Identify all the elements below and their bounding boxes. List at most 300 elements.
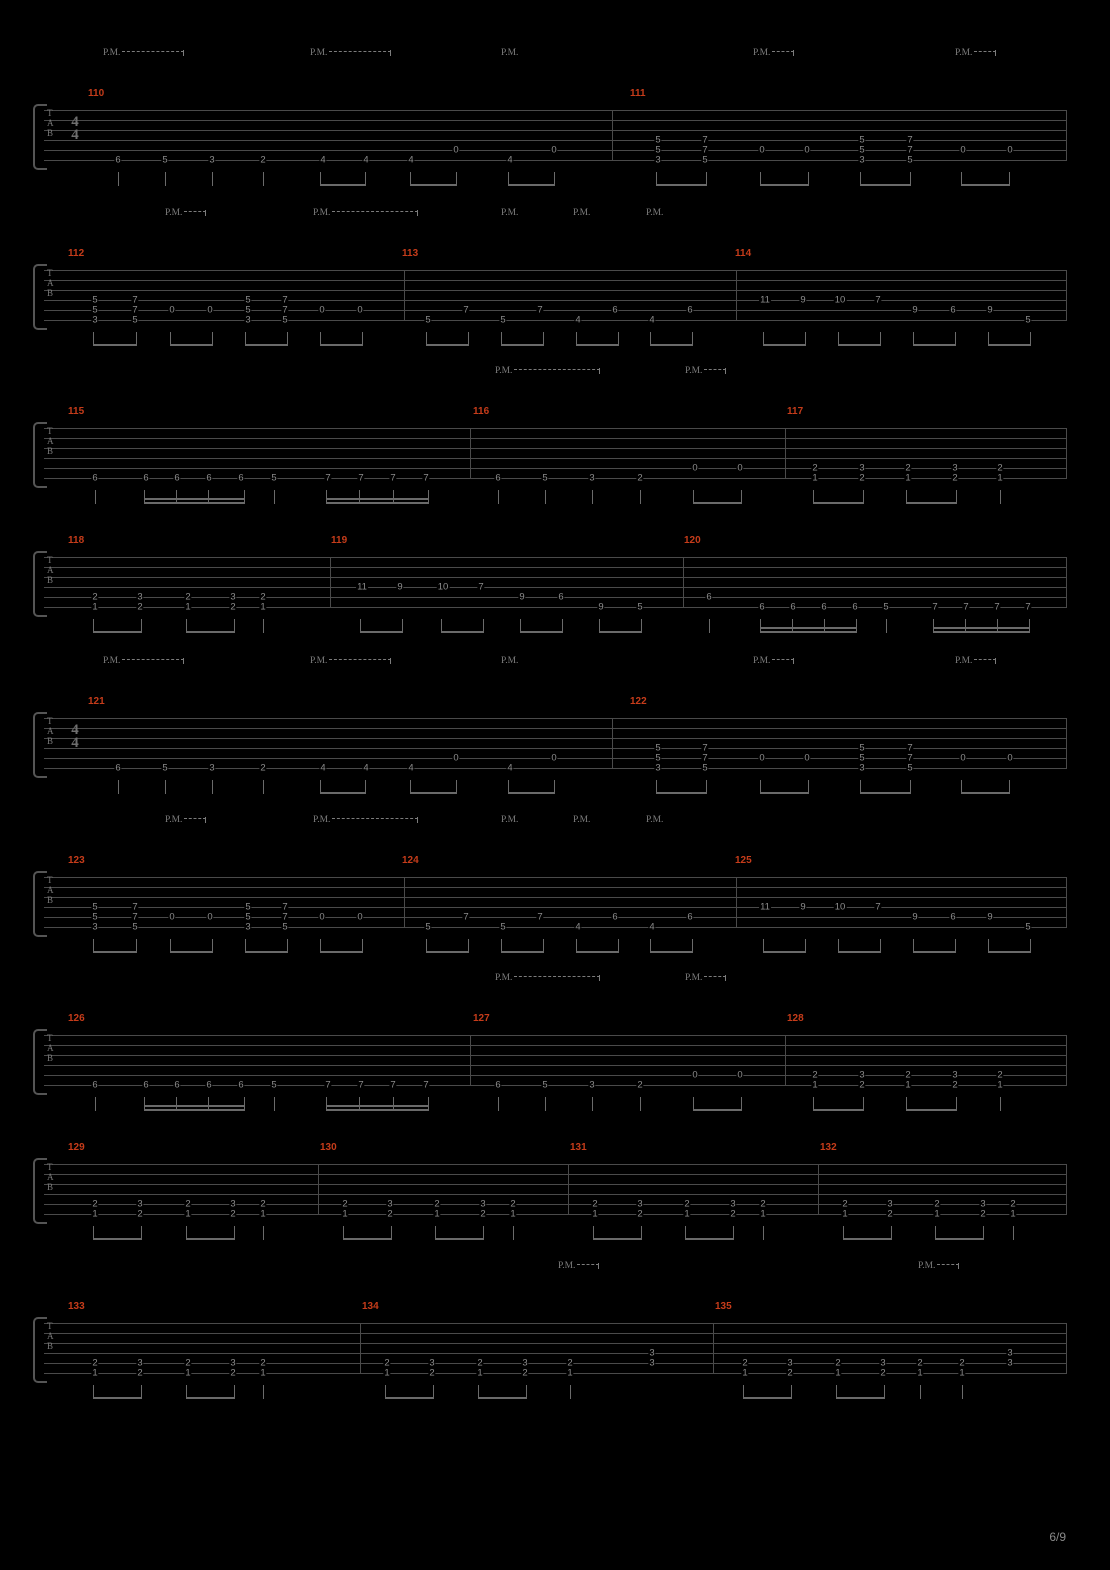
staff-line	[44, 1164, 1066, 1165]
tab-clef-letter: B	[47, 288, 54, 298]
palm-mute-label: P.M.	[495, 973, 513, 983]
system-brace	[33, 551, 47, 617]
palm-mute-label: P.M.	[313, 815, 331, 825]
beam-group	[343, 1226, 391, 1242]
beam-group	[988, 332, 1030, 348]
staff-line	[44, 130, 1066, 131]
tab-clef-letter: A	[47, 118, 54, 128]
measure-number: 116	[473, 406, 490, 417]
fret-number: 5	[425, 921, 431, 933]
tab-clef-letter: A	[47, 1172, 54, 1182]
fret-number: 7	[478, 581, 484, 593]
fret-number: 5	[92, 911, 98, 923]
note-stem	[234, 619, 235, 633]
tab-clef-letter: B	[47, 128, 54, 138]
note-stem	[545, 490, 546, 504]
beam-bar	[760, 792, 808, 794]
fret-number: 4	[408, 154, 414, 166]
note-stem	[856, 619, 857, 633]
fret-number: 6	[495, 1079, 501, 1091]
beam-group	[170, 939, 212, 955]
fret-number: 6	[92, 1079, 98, 1091]
note-stem	[483, 619, 484, 633]
tab-clef-letter: T	[47, 268, 53, 278]
fret-number: 0	[960, 144, 966, 156]
palm-mute-marking	[103, 656, 184, 666]
beam-bar	[93, 1238, 141, 1240]
fret-number: 5	[907, 762, 913, 774]
beam-bar	[170, 344, 212, 346]
fret-number: 1	[510, 1208, 516, 1220]
beam-group	[93, 332, 136, 348]
fret-number: 5	[92, 304, 98, 316]
note-stem	[692, 939, 693, 953]
beam-bar-secondary	[933, 627, 1029, 629]
fret-number: 3	[859, 762, 865, 774]
barline	[612, 718, 613, 769]
tab-clef	[47, 1033, 54, 1063]
palm-mute-label: P.M.	[501, 815, 519, 825]
fret-number: 2	[185, 1357, 191, 1369]
note-stem	[263, 172, 264, 186]
palm-mute-label: P.M.	[918, 1261, 936, 1271]
note-stem	[956, 1097, 957, 1111]
fret-number: 0	[759, 144, 765, 156]
fret-number: 1	[760, 1208, 766, 1220]
fret-number: 2	[230, 1367, 236, 1379]
fret-number: 2	[342, 1198, 348, 1210]
fret-number: 5	[162, 762, 168, 774]
fret-number: 2	[480, 1208, 486, 1220]
fret-number: 5	[702, 154, 708, 166]
note-stem	[884, 1385, 885, 1399]
fret-number: 6	[821, 601, 827, 613]
fret-number: 3	[887, 1198, 893, 1210]
beam-group	[693, 490, 741, 506]
fret-number: 7	[875, 294, 881, 306]
fret-number: 4	[507, 154, 513, 166]
fret-number: 7	[907, 752, 913, 764]
staff-line	[44, 1035, 1066, 1036]
fret-number: 4	[363, 762, 369, 774]
note-stem	[543, 332, 544, 346]
fret-number: 0	[759, 752, 765, 764]
beam-bar	[326, 1109, 428, 1111]
fret-number: 1	[917, 1367, 923, 1379]
staff-line	[44, 1323, 1066, 1324]
beam-bar-secondary	[326, 498, 428, 500]
staff-line	[44, 567, 1066, 568]
palm-mute-dash	[329, 659, 391, 661]
fret-number: 2	[959, 1357, 965, 1369]
note-stem	[212, 332, 213, 346]
tab-system	[0, 815, 1110, 1007]
beam-bar	[650, 344, 692, 346]
beam-group	[186, 1385, 234, 1401]
fret-number: 2	[92, 591, 98, 603]
beam-group	[93, 1226, 141, 1242]
fret-number: 1	[997, 1079, 1003, 1091]
note-stem	[244, 1097, 245, 1111]
fret-number: 3	[952, 1069, 958, 1081]
fret-number: 7	[282, 901, 288, 913]
beam-bar	[441, 631, 483, 633]
beam-group	[836, 1385, 884, 1401]
fret-number: 2	[260, 591, 266, 603]
palm-mute-label: P.M.	[103, 48, 121, 58]
beam-bar	[320, 951, 362, 953]
fret-number: 1	[92, 601, 98, 613]
beam-group	[426, 332, 468, 348]
palm-mute-end-tick	[599, 975, 600, 981]
fret-number: 9	[912, 911, 918, 923]
palm-mute-dash	[704, 976, 726, 978]
beam-group	[93, 939, 136, 955]
palm-mute-marking	[558, 1261, 599, 1271]
tab-clef-letter: A	[47, 565, 54, 575]
fret-number: 6	[790, 601, 796, 613]
tab-clef	[47, 716, 54, 746]
measure-number: 130	[320, 1142, 337, 1153]
fret-number: 10	[834, 901, 846, 913]
tab-clef	[47, 108, 54, 138]
note-stem	[456, 780, 457, 794]
beam-bar	[410, 184, 456, 186]
note-stem	[983, 1226, 984, 1240]
fret-number: 4	[408, 762, 414, 774]
fret-number: 3	[480, 1198, 486, 1210]
beam-bar	[813, 1109, 863, 1111]
tab-system	[0, 656, 1110, 848]
palm-mute-dash	[329, 51, 391, 53]
fret-number: 1	[260, 601, 266, 613]
tab-clef-letter: A	[47, 436, 54, 446]
staff-line	[44, 1214, 1066, 1215]
palm-mute-marking	[501, 815, 518, 825]
fret-number: 2	[905, 1069, 911, 1081]
fret-number: 5	[132, 921, 138, 933]
beam-group	[478, 1385, 526, 1401]
fret-number: 7	[994, 601, 1000, 613]
fret-number: 0	[737, 1069, 743, 1081]
barline	[360, 1323, 361, 1374]
note-stem	[234, 1385, 235, 1399]
fret-number: 6	[706, 591, 712, 603]
note-stem	[554, 780, 555, 794]
note-stem	[428, 490, 429, 504]
fret-number: 2	[185, 591, 191, 603]
barline	[736, 270, 737, 321]
fret-number: 2	[260, 1198, 266, 1210]
fret-number: 7	[702, 134, 708, 146]
beam-group	[508, 780, 554, 796]
beam-bar	[576, 951, 618, 953]
beam-bar	[656, 792, 706, 794]
beam-group	[813, 1097, 863, 1113]
fret-number: 2	[952, 1079, 958, 1091]
beam-group	[385, 1385, 433, 1401]
palm-mute-marking	[165, 815, 206, 825]
fret-number: 0	[737, 462, 743, 474]
note-stem	[483, 1226, 484, 1240]
tab-clef-letter: T	[47, 875, 53, 885]
fret-number: 0	[453, 752, 459, 764]
beam-group	[501, 332, 543, 348]
fret-number: 4	[575, 921, 581, 933]
note-stem	[706, 172, 707, 186]
beam-group	[760, 780, 808, 796]
fret-number: 4	[320, 762, 326, 774]
beam-bar	[760, 631, 856, 633]
palm-mute-end-tick	[183, 658, 184, 664]
beam-bar	[326, 502, 428, 504]
barline	[1066, 1035, 1067, 1086]
note-stem	[640, 1097, 641, 1111]
fret-number: 6	[143, 1079, 149, 1091]
staff-line	[44, 458, 1066, 459]
palm-mute-marking	[313, 815, 418, 825]
fret-number: 2	[260, 762, 266, 774]
fret-number: 5	[1025, 314, 1031, 326]
note-stem	[391, 1226, 392, 1240]
note-stem	[763, 1226, 764, 1240]
palm-mute-dash	[772, 659, 794, 661]
beam-group	[650, 332, 692, 348]
fret-number: 1	[342, 1208, 348, 1220]
note-stem	[402, 619, 403, 633]
tab-clef	[47, 1321, 54, 1351]
fret-number: 7	[932, 601, 938, 613]
fret-number: 0	[551, 752, 557, 764]
beam-group	[593, 1226, 641, 1242]
fret-number: 6	[612, 911, 618, 923]
staff-line	[44, 927, 1066, 928]
fret-number: 0	[551, 144, 557, 156]
palm-mute-end-tick	[793, 658, 794, 664]
palm-mute-marking	[495, 973, 600, 983]
palm-mute-dash	[974, 659, 996, 661]
beam-group	[326, 490, 428, 506]
fret-number: 5	[637, 601, 643, 613]
fret-number: 1	[905, 472, 911, 484]
staff-line	[44, 110, 1066, 111]
barline	[568, 1164, 569, 1215]
fret-number: 7	[875, 901, 881, 913]
staff-line	[44, 877, 1066, 878]
measure-number: 118	[68, 535, 85, 546]
fret-number: 10	[834, 294, 846, 306]
beam-bar	[93, 1397, 141, 1399]
fret-number: 5	[500, 921, 506, 933]
palm-mute-end-tick	[725, 368, 726, 374]
staff-line	[44, 280, 1066, 281]
note-stem	[618, 939, 619, 953]
measure-number: 126	[68, 1013, 85, 1024]
palm-mute-marking	[103, 48, 184, 58]
fret-number: 5	[1025, 921, 1031, 933]
staff-line	[44, 557, 1066, 558]
page-number: 6/9	[1049, 1530, 1066, 1544]
beam-bar	[360, 631, 402, 633]
beam-group	[576, 332, 618, 348]
beam-bar-secondary	[760, 627, 856, 629]
fret-number: 7	[390, 1079, 396, 1091]
note-stem	[733, 1226, 734, 1240]
measure-number: 112	[68, 248, 85, 259]
palm-mute-dash	[122, 51, 184, 53]
note-stem	[263, 1226, 264, 1240]
fret-number: 5	[245, 911, 251, 923]
fret-number: 5	[859, 742, 865, 754]
note-stem	[543, 939, 544, 953]
fret-number: 2	[880, 1367, 886, 1379]
fret-number: 2	[137, 1208, 143, 1220]
fret-number: 2	[434, 1198, 440, 1210]
beam-group	[763, 939, 805, 955]
tab-clef	[47, 555, 54, 585]
beam-group	[813, 490, 863, 506]
fret-number: 6	[115, 762, 121, 774]
barline	[318, 1164, 319, 1215]
note-stem	[706, 780, 707, 794]
beam-bar	[343, 1238, 391, 1240]
fret-number: 0	[692, 462, 698, 474]
fret-number: 1	[592, 1208, 598, 1220]
fret-number: 5	[655, 752, 661, 764]
note-stem	[468, 939, 469, 953]
beam-bar	[410, 792, 456, 794]
barline	[785, 428, 786, 479]
measure-number: 131	[570, 1142, 587, 1153]
tab-system	[0, 535, 1110, 687]
palm-mute-label: P.M.	[558, 1261, 576, 1271]
note-stem	[468, 332, 469, 346]
fret-number: 1	[384, 1367, 390, 1379]
staff-line	[44, 1353, 1066, 1354]
beam-group	[906, 490, 956, 506]
fret-number: 0	[357, 304, 363, 316]
note-stem	[592, 1097, 593, 1111]
palm-mute-marking	[573, 815, 590, 825]
fret-number: 3	[655, 154, 661, 166]
note-stem	[136, 939, 137, 953]
fret-number: 0	[960, 752, 966, 764]
time-signature	[68, 724, 82, 750]
beam-group	[693, 1097, 741, 1113]
beam-bar	[501, 951, 543, 953]
note-stem	[433, 1385, 434, 1399]
beam-group	[245, 332, 287, 348]
fret-number: 6	[238, 472, 244, 484]
note-stem	[274, 1097, 275, 1111]
beam-bar	[906, 502, 956, 504]
staff-line	[44, 290, 1066, 291]
measure-number: 134	[362, 1301, 379, 1312]
palm-mute-label: P.M.	[753, 48, 771, 58]
fret-number: 6	[115, 154, 121, 166]
palm-mute-label: P.M.	[955, 656, 973, 666]
beam-bar	[763, 951, 805, 953]
fret-number: 7	[702, 144, 708, 156]
tab-staff	[44, 428, 1066, 478]
beam-bar	[988, 344, 1030, 346]
fret-number: 3	[880, 1357, 886, 1369]
palm-mute-marking	[918, 1261, 959, 1271]
palm-mute-label: P.M.	[501, 656, 519, 666]
measure-number: 133	[68, 1301, 85, 1312]
palm-mute-label: P.M.	[573, 815, 591, 825]
fret-number: 0	[804, 752, 810, 764]
note-stem	[910, 780, 911, 794]
beam-group	[656, 172, 706, 188]
staff-line	[44, 887, 1066, 888]
tab-clef-letter: B	[47, 1341, 54, 1351]
note-stem	[95, 1097, 96, 1111]
fret-number: 9	[397, 581, 403, 593]
staff-line	[44, 1055, 1066, 1056]
fret-number: 3	[230, 1198, 236, 1210]
staff-line	[44, 478, 1066, 479]
fret-number: 2	[887, 1208, 893, 1220]
tab-clef	[47, 426, 54, 456]
fret-number: 2	[859, 1079, 865, 1091]
note-stem	[165, 172, 166, 186]
note-stem	[365, 780, 366, 794]
fret-number: 3	[137, 1198, 143, 1210]
staff-line	[44, 1184, 1066, 1185]
fret-number: 9	[800, 901, 806, 913]
note-stem	[956, 490, 957, 504]
beam-bar	[860, 792, 910, 794]
fret-number: 2	[760, 1198, 766, 1210]
fret-number: 3	[1007, 1357, 1013, 1369]
fret-number: 7	[358, 1079, 364, 1091]
fret-number: 1	[185, 1208, 191, 1220]
note-stem	[234, 1226, 235, 1240]
fret-number: 4	[363, 154, 369, 166]
beam-bar	[186, 631, 234, 633]
fret-number: 3	[230, 591, 236, 603]
palm-mute-dash	[514, 976, 600, 978]
tab-clef-letter: T	[47, 1033, 53, 1043]
beam-bar	[435, 1238, 483, 1240]
palm-mute-dash	[184, 211, 206, 213]
tab-clef-letter: T	[47, 1162, 53, 1172]
fret-number: 3	[522, 1357, 528, 1369]
tab-clef-letter: B	[47, 575, 54, 585]
fret-number: 5	[655, 134, 661, 146]
beam-bar	[650, 951, 692, 953]
staff-line	[44, 1174, 1066, 1175]
palm-mute-marking	[753, 48, 794, 58]
beam-group	[320, 332, 362, 348]
beam-group	[838, 332, 880, 348]
beam-group	[410, 780, 456, 796]
beam-bar	[144, 1109, 244, 1111]
tab-clef-letter: T	[47, 108, 53, 118]
beam-bar	[593, 1238, 641, 1240]
tab-clef-letter: T	[47, 1321, 53, 1331]
palm-mute-label: P.M.	[501, 48, 519, 58]
note-stem	[863, 490, 864, 504]
fret-number: 1	[260, 1208, 266, 1220]
fret-number: 2	[934, 1198, 940, 1210]
fret-number: 2	[835, 1357, 841, 1369]
beam-group	[913, 939, 955, 955]
beam-group	[743, 1385, 791, 1401]
beam-bar	[576, 344, 618, 346]
fret-number: 3	[245, 921, 251, 933]
